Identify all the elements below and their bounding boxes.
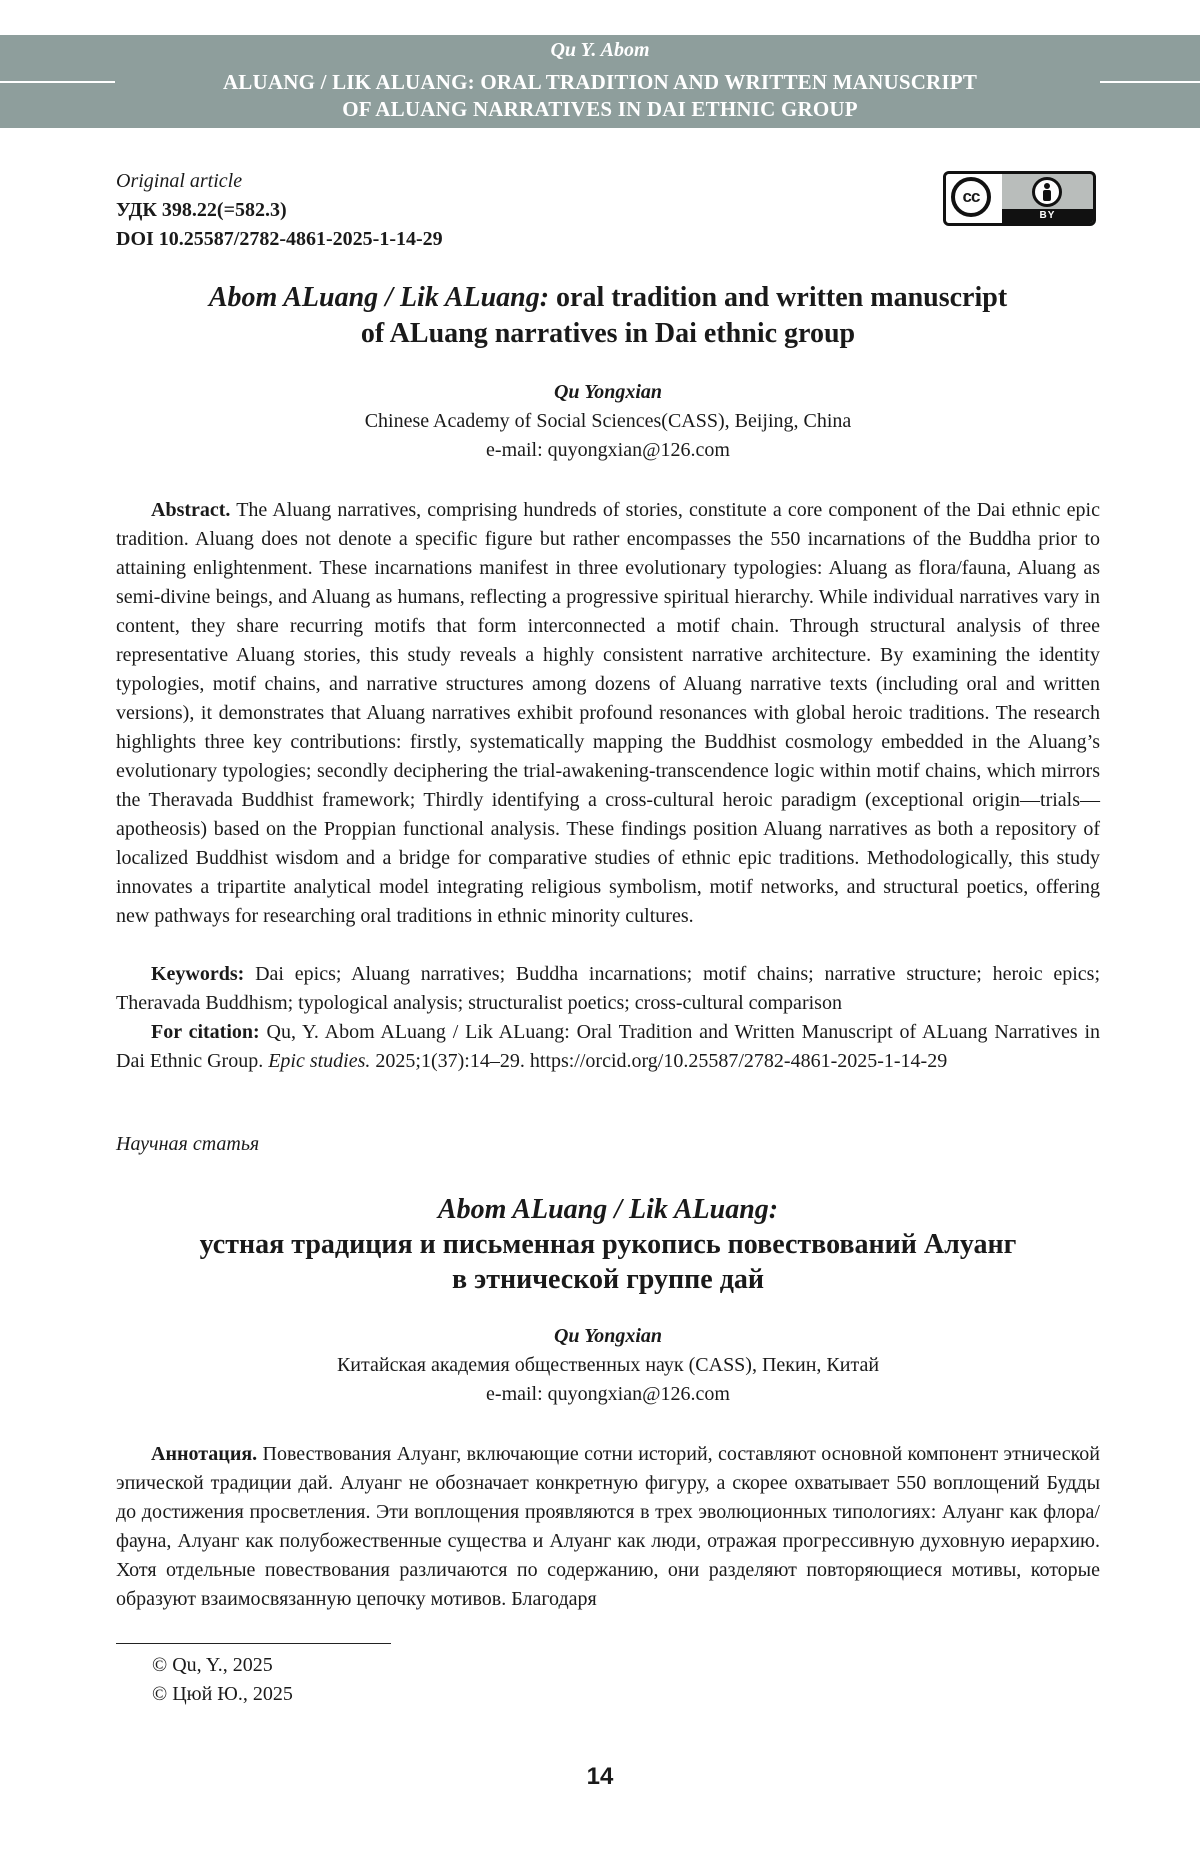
page-number: 14 — [586, 1763, 614, 1790]
doi: DOI 10.25587/2782-4861-2025-1-14-29 — [116, 228, 443, 250]
citation-journal: Epic studies. — [268, 1050, 371, 1072]
russian-title-italic: Abom ALuang / Lik ALuang: — [437, 1194, 779, 1225]
header-title-line1: ALUANG / LIK ALUANG: ORAL TRADITION AND WRITTEN MANUSCRIPT — [222, 70, 978, 94]
abstract-text: The Aluang narratives, comprising hundreds of stories, constitute a core component of the Dai ethnic epic tradition. Aluang does not denote a specific figure but rather encompasses the 550 incarnations of the Buddha prior to attaining enlightenment. These incarnations manifest in three evolutionary typologies: Aluang as flora/fauna, Aluang as semi-divine beings, and Aluang as humans, reflecting a progressive spiritual hierarchy. While individual narratives vary in content, they share recurring motifs that form interconnected a motif chain. Through structural analysis of three representative Aluang stories, this study reveals a highly consistent narrative architecture. By examining the identity typologies, motif chains, and narrative structures among dozens of Aluang narrative texts (including oral and written versions), it demonstrates that Aluang narratives exhibit profound resonances with global heroic traditions. The research highlights three key contributions: firstly, systematically mapping the Buddhist cosmology embedded in the Aluang’s evolutionary typologies; secondly deciphering the trial-awakening-transcendence logic within motif chains, which mirrors the Theravada Buddhist framework; Thirdly identifying a cross-cultural heroic paradigm (exceptional origin—trials—apotheosis) based on the Proppian functional analysis. These findings position Aluang narratives as both a repository of localized Buddhist wisdom and a bridge for comparative studies of ethnic epic traditions. Methodologically, this study innovates a tripartite analytical model integrating religious symbolism, motif networks, and structural poetics, offering new pathways for researching oral traditions in ethnic minority cultures. — [116, 499, 1100, 927]
russian-affiliation: Китайская академия общественных наук (CASS), Пекин, Китай — [336, 1354, 880, 1376]
citation-label: For citation: — [151, 1021, 260, 1043]
abstract-label: Abstract. — [151, 499, 231, 521]
russian-abstract — [116, 1440, 1100, 1614]
footnote-rule — [116, 1643, 391, 1644]
citation-text-part2: 2025;1(37):14–29. https://orcid.org/10.25587/2782-4861-2025-1-14-29 — [375, 1050, 948, 1072]
udk-code: УДК 398.22(=582.3) — [116, 199, 287, 221]
russian-abstract-text: Повествования Алуанг, включающие сотни историй, составляют основной компонент этнической эпической традиции дай. Алуанг не обозначает конкретную фигуру, а скорее охватывает 550 воплощений Будды до достижения просветления. Эти воплощения проявляются в трех эволюционных типологиях: Алуанг как флора/фауна, Алуанг как полубожественные существа и Алуанг как люди, отражая прогрессивную духовную иерархию. Хотя отдельные повествования различаются по содержанию, они разделяют повторяющиеся мотивы, которые образуют взаимосвязанную цепочку мотивов. Благодаря — [116, 1443, 1100, 1610]
copyright-english: © Qu, Y., 2025 — [152, 1654, 273, 1676]
russian-author-block — [116, 1322, 1100, 1409]
keywords-label: Keywords: — [151, 963, 245, 985]
creative-commons-icon: cc — [951, 177, 991, 217]
russian-title-line3: в этнической группе дай — [451, 1264, 765, 1295]
russian-email: e-mail: quyongxian@126.com — [486, 1383, 730, 1405]
copyright-russian: © Цюй Ю., 2025 — [152, 1683, 293, 1705]
russian-title-line2: устная традиция и письменная рукопись повествований Алуанг — [199, 1229, 1017, 1260]
english-title-line2: of ALuang narratives in Dai ethnic group — [360, 318, 856, 349]
article-type: Original article — [116, 170, 243, 192]
article-meta — [116, 167, 443, 254]
english-abstract — [116, 496, 1100, 931]
english-author-name: Qu Yongxian — [553, 381, 662, 403]
russian-article-type: Научная статья — [116, 1133, 260, 1155]
russian-abstract-label: Аннотация. — [151, 1443, 258, 1465]
english-title-italic: Abom ALuang / Lik ALuang: — [208, 282, 550, 313]
english-title — [116, 280, 1100, 352]
english-citation — [116, 1018, 1100, 1076]
running-header — [0, 35, 1200, 128]
keywords-text: Dai epics; Aluang narratives; Buddha incarnations; motif chains; narrative structure; heroic epics; Theravada Buddhism; typological analysis; structuralist poetics; cross-cultural comparison — [116, 963, 1101, 1014]
citation-text-part1: Qu, Y. Abom ALuang / Lik ALuang: Oral Tradition and Written Manuscript of ALuang Narratives in Dai Ethnic Group. — [116, 1021, 1101, 1072]
english-keywords — [116, 960, 1100, 1018]
header-title-line2: OF ALUANG NARRATIVES IN DAI ETHNIC GROUP — [342, 97, 858, 121]
english-author-block — [116, 378, 1100, 465]
attribution-icon — [1032, 177, 1062, 207]
english-email: e-mail: quyongxian@126.com — [486, 439, 730, 461]
russian-author-name: Qu Yongxian — [553, 1325, 662, 1347]
by-label: BY — [1002, 209, 1093, 223]
cc-by-license-badge[interactable] — [943, 171, 1096, 226]
english-affiliation: Chinese Academy of Social Sciences(CASS), Beijing, China — [364, 410, 852, 432]
english-title-rest: oral tradition and written manuscript — [556, 282, 1008, 313]
header-author: Qu Y. Abom — [550, 39, 650, 61]
russian-title — [116, 1192, 1100, 1297]
